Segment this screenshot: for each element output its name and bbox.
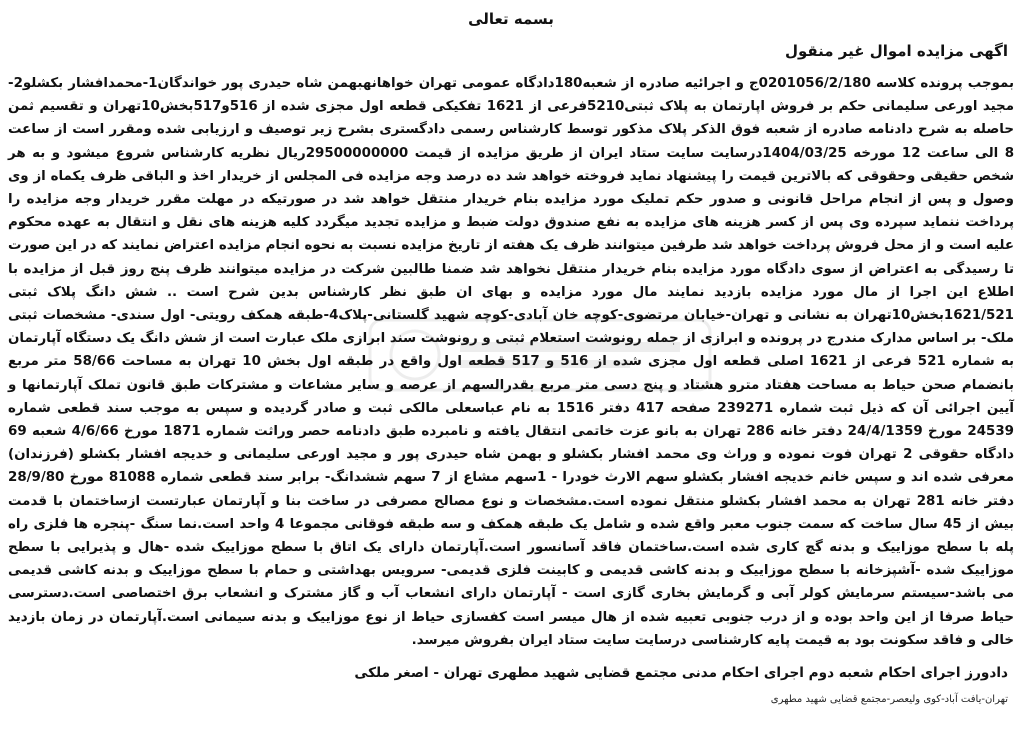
notice-body: بموجب پرونده کلاسه 0201056/2/180ج و اجرائیه صادره از شعبه180دادگاه عمومی تهران خواهانهبهمن شاه حیدری پور خواندگان1-محمدافشار بکشلو2-مجید اورعی سلیمانی حکم بر فروش اپارتمان به پلاک ثبتی5210فرعی از 1621 تفکیکی قطعه اول مجزی شده از 516و517بخش10تهران و تقسیم ثمن حاصله به شرح دادنامه صادره از شعبه فوق الذکر پلاک مذکور توسط کارشناس رسمی دادگستری بشرح زیر توصیف و ارزیابی شده ومقرر است از ساعت 8 الی ساعت 12 مورخه 1404/03/25درسایت سایت ستاد ایران از طریق مزایده از قیمت 29500000000ریال نظریه کارشناس شروع میشود و به هر شخص حقیقی وحقوقی که بالاترین قیمت را پیشنهاد نماید فروخته خواهد شد ده درصد وجه مزایده فی المجلس از خریدار اخذ و الباقی ظرف یکماه از وی وصول و پس از انجام مراحل قانونی و صدور حکم تملیک مورد مزایده بنام خریدار منتقل خواهد شد در صورتیکه در مهلت مقرر خریدار وجه مزایده را پرداخت ننماید سپرده وی پس از کسر هزینه های مزایده به نفع صندوق دولت ضبط و مزایده تجدید میگردد کلیه هزینه های نقل و انتقال به عهده محکوم علیه است و از محل فروش پرداخت خواهد شد طرفین میتوانند ظرف یک هفته از تاریخ مزایده نسبت به نحوه انجام مزایده اعتراض نمایند که در این صورت تا رسیدگی به اعتراض از سوی دادگاه مورد مزایده بنام خریدار منتقل نخواهد شد ضمنا طالبین شرکت در مزایده میتوانند ظرف پنج روز قبل از مزایده با اطلاع این اجرا از مال مورد مزایده بازدید نمایند مال مورد مزایده و بهای ان طبق نظر کارشناس بدین شرح است .. شش دانگ پلاک ثبتی 1621/521بخش10تهران به نشانی و تهران-خیابان مرتضوی-کوچه خان آبادی-کوچه شهید گلستانی-پلاک4-طبقه همکف رویتی- اول سندی- مشخصات ثبتی ملک- بر اساس مدارک مندرج در پرونده و ابرازی از جمله رونوشت استعلام ثبتی و رونوشت سند ابرازی ملک عبارت است از شش دانگ یک دستگاه آپارتمان به شماره 521 فرعی از 1621 اصلی قطعه اول مجزی شده از 516 و 517 قطعه اول واقع در طبقه اول بخش 10 تهران به مساحت 58/66 متر مربع بانضمام صحن حیاط به مساحت هفتاد مترو هشتاد و پنج دسی متر مربع بقدرالسهم از عرصه و سایر مشاعات و مشترکات طبق قانون تملک آپارتمانها و آیین اجرائی آن که ذیل ثبت شماره 239271 صفحه 417 دفتر 1516 به نام عباسعلی مالکی ثبت و صادر گردیده و سپس به موجب سند قطعی شماره 24539 مورخ 24/4/1359 دفتر خانه 286 تهران به بانو عزت خاتمی انتقال یافته و نامبرده طبق دادنامه حصر وراثت شماره 1871 مورخ 4/6/66 شعبه 69 دادگاه حقوقی 2 تهران فوت نموده و وراث وی محمد افشار بکشلو و بهمن شاه حیدری پور و مجید اورعی سلیمانی و خدیجه افشار بکشلو (فرزندان) معرفی شده اند و سپس خانم خدیجه افشار بکشلو سهم الارث خودرا - 1سهم مشاع از 7 سهم ششدانگ- برابر سند قطعی شماره 81088 مورخ 28/9/80 دفتر خانه 281 تهران به محمد افشار بکشلو منتقل نموده است.مشخصات و نوع مصالح مصرفی در ساخت بنا و آپارتمان عبارتست ازساختمان با قدمت بیش از 45 سال ساخت که سمت جنوب معبر واقع شده و شامل یک طبقه همکف و سه طبقه فوقانی مجموعا 4 واحد است.نما سنگ -پنجره ها فلزی راه پله با سطح موزاییک و بدنه گچ کاری شده است.ساختمان فاقد آسانسور است.آپارتمان دارای یک اتاق با سطح موزاییک شده -هال و پذیرایی با سطح موزاییک شده -آشپزخانه با سطح موزاییک و بدنه کاشی قدیمی و کابینت فلزی قدیمی- سرویس بهداشتی و حمام با سطح موزاییک و بدنه کاشی قدیمی می باشد-سیستم سرمایش کولر آبی و گرمایش بخاری گازی است - آپارتمان دارای انشعاب آب و گاز مشترک و انشعاب برق اختصاصی است.دسترسی حیاط صرفا از این واحد بوده و از درب جنوبی تعبیه شده از هال میسر است کفسازی حیاط از نوع موزاییک و بدنه سیمانی است.آپارتمان در زمان بازدید خالی و فاقد سکونت بود به قیمت پایه کارشناسی درسایت سایت ستاد ایران بفروش میرسد.	[8, 76, 1015, 648]
document-heading: بسمه تعالی	[468, 10, 554, 28]
notice-title: اگهی مزایده اموال غیر منقول	[784, 42, 1008, 60]
court-address: تهران-یافت آباد-کوی ولیعصر-مجتمع قضایی شهید مطهری	[770, 694, 1008, 706]
signature-line: دادورز اجرای احکام شعبه دوم اجرای احکام مدنی مجتمع قضایی شهید مطهری تهران - اصغر ملکی	[354, 665, 1008, 682]
